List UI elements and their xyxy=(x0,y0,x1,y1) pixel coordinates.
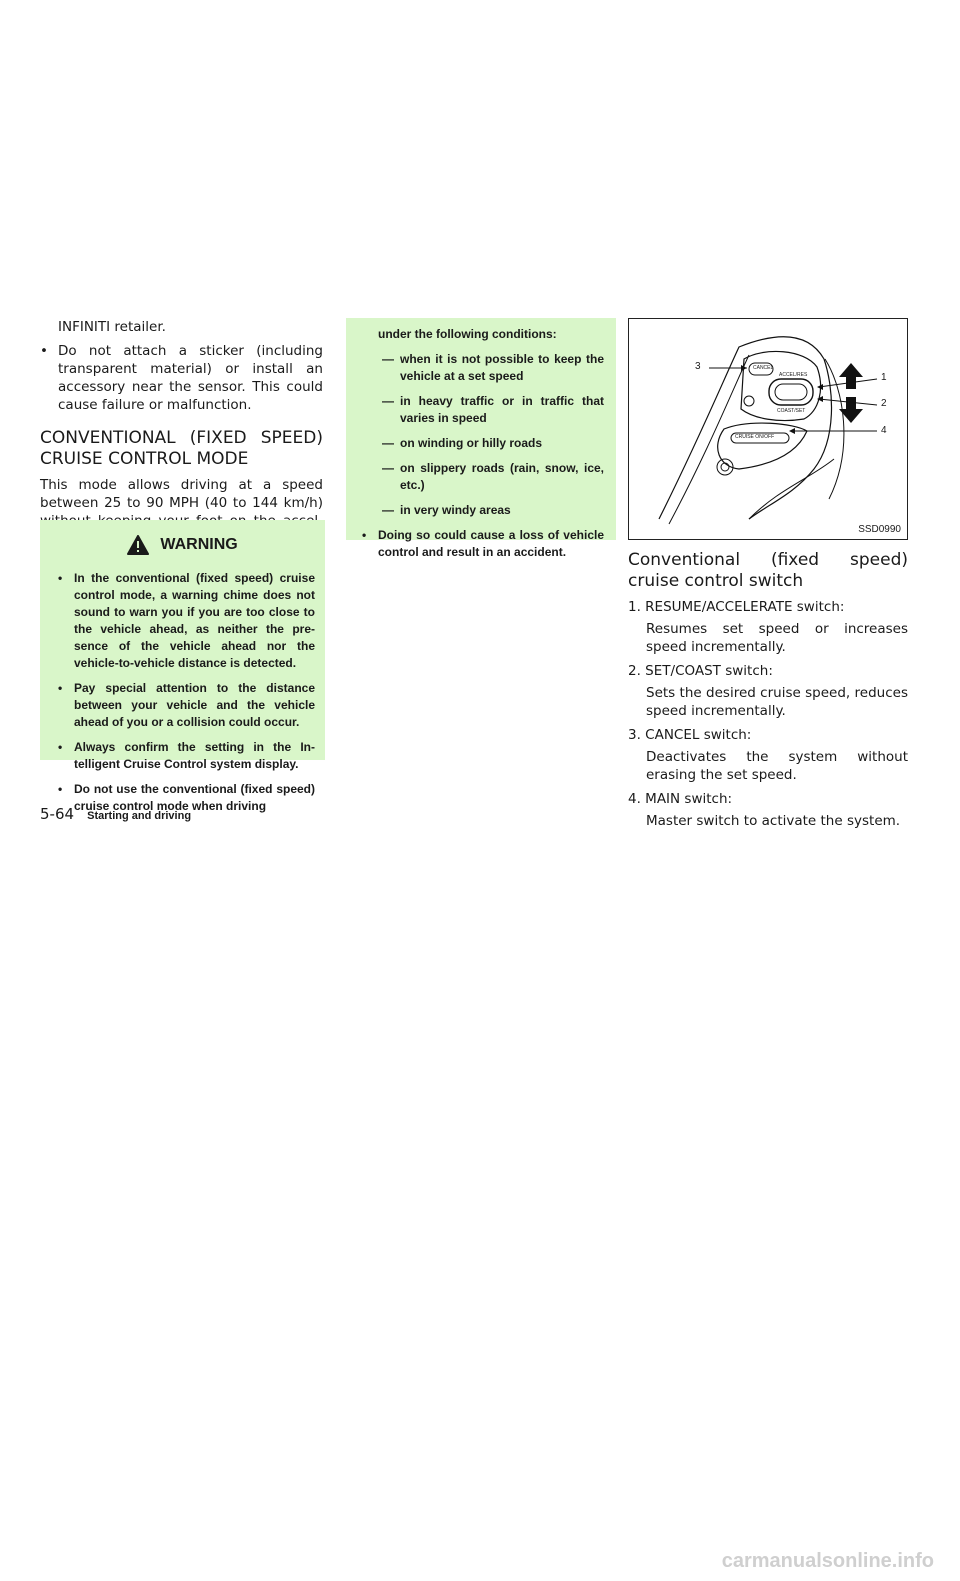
footer-section-name: Starting and driving xyxy=(87,810,192,822)
bullet-dot: • xyxy=(58,571,63,585)
page-number: 5-64 xyxy=(40,805,75,823)
switch-label-cancel: CANCEL xyxy=(753,365,774,371)
column-right xyxy=(628,548,908,836)
switch-heading: Conventional (fixed speed) cruise control switch xyxy=(628,550,908,591)
switch-label-coast: COAST/SET xyxy=(777,408,806,414)
switch-item-desc: Master switch to activate the system. xyxy=(646,813,901,829)
steering-switch-illustration xyxy=(629,319,907,539)
switch-item-label: 4. MAIN switch: xyxy=(628,791,733,807)
warning-box-continued xyxy=(346,318,616,559)
switch-item xyxy=(628,790,908,830)
warning-final-bullet: • Doing so could cause a loss of vehicle control and result in an accident. xyxy=(362,528,604,559)
switch-label-cruise: CRUISE ON/OFF xyxy=(735,434,775,440)
condition-item: — on winding or hilly roads xyxy=(382,436,543,450)
watermark-text: carmanualsonline.info xyxy=(721,1550,934,1572)
condition-item: — in heavy traffic or in traffic that varies in speed xyxy=(382,394,604,425)
continued-line: INFINITI retailer. xyxy=(58,319,166,335)
warning-title: WARNING xyxy=(160,535,238,553)
condition-item: — in very windy areas xyxy=(382,503,511,517)
switch-item-label: 3. CANCEL switch: xyxy=(628,727,752,743)
warning-icon xyxy=(127,535,149,555)
warning-box xyxy=(40,520,325,813)
cruise-switch-figure xyxy=(628,318,908,540)
warning-bullet: • Always confirm the setting in the In-telligent Cruise Control system display. xyxy=(58,740,315,771)
warning-cont-intro: under the following conditions: xyxy=(378,327,557,341)
warning-bullets xyxy=(40,570,325,815)
warning-header xyxy=(40,534,325,558)
bullet-sticker xyxy=(40,342,323,414)
callout-1: 1 xyxy=(881,372,887,383)
switch-item xyxy=(628,598,908,656)
bullet-dot: • xyxy=(58,681,63,695)
section-heading: CONVENTIONAL (FIXED SPEED) CRUISE CONTROL MODE xyxy=(40,428,323,469)
page-footer xyxy=(40,804,191,823)
condition-item: — on slippery roads (rain, snow, ice, etc.) xyxy=(382,461,604,492)
bullet-dot: • xyxy=(362,528,367,542)
bullet-dot: • xyxy=(58,740,63,754)
switch-item-label: 2. SET/COAST switch: xyxy=(628,663,773,679)
switch-item xyxy=(628,726,908,784)
warning-bullet: • Pay special attention to the distance between your vehicle and the vehicle ahead of you or a collision could occur. xyxy=(58,681,315,729)
switch-item xyxy=(628,662,908,720)
bullet-dot: • xyxy=(58,782,63,796)
warning-bullet: • In the conventional (fixed speed) cruise control mode, a warning chime does not sound to warn you if you are too close to the vehicle ahead, as neither the pre-sence of the vehicle ahead nor the vehicle-to-vehicle distance is detected. xyxy=(58,571,315,670)
callout-2: 2 xyxy=(881,398,887,409)
warning-bullet: • Do not use the conventional (fixed speed) cruise control mode when driving xyxy=(58,782,315,813)
callout-3: 3 xyxy=(695,361,701,372)
condition-item: — when it is not possible to keep the vehicle at a set speed xyxy=(382,352,604,383)
switch-item-desc: Sets the desired cruise speed, reduces speed incrementally. xyxy=(646,685,908,719)
intro-paragraph: This mode allows driving at a speed between 25 to 90 MPH (40 to 144 km/h) xyxy=(40,477,323,511)
callout-4: 4 xyxy=(881,425,887,436)
figure-code: SSD0990 xyxy=(858,524,901,535)
switch-label-accel: ACCEL/RES xyxy=(779,372,808,378)
bullet-text: Do not attach a sticker (including transparent material) or install an accessory near the sensor. This could cause failure or malfunction. xyxy=(58,343,323,413)
switch-item-desc: Deactivates the system without erasing the set speed. xyxy=(646,749,908,783)
switch-item-desc: Resumes set speed or increases speed incrementally. xyxy=(646,621,908,655)
switch-item-label: 1. RESUME/ACCELERATE switch: xyxy=(628,599,845,615)
column-left xyxy=(40,318,323,548)
bullet-dot: • xyxy=(40,343,48,359)
